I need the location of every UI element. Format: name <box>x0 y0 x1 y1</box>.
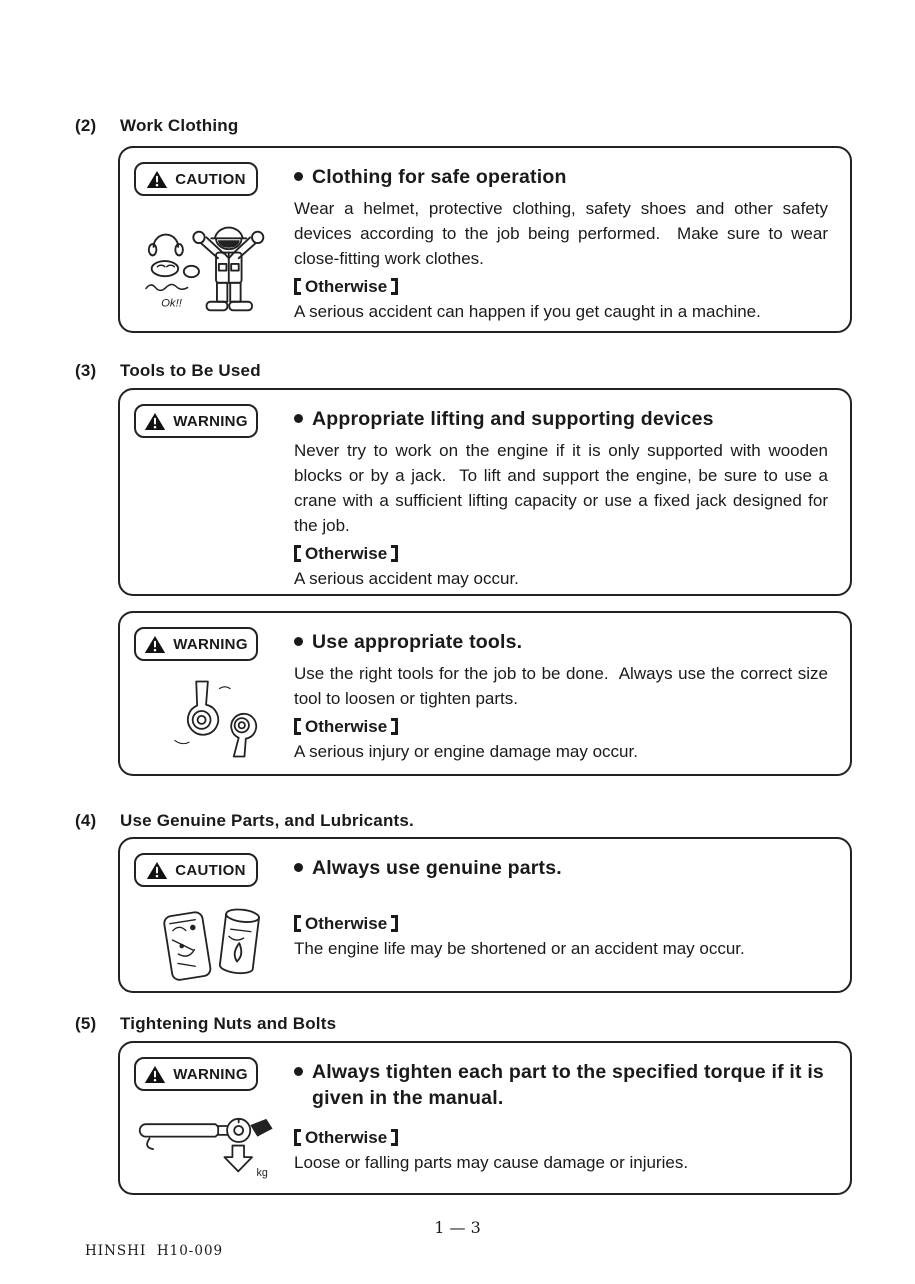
box-left-column <box>134 160 294 324</box>
warning-box-tools <box>118 611 852 776</box>
otherwise-text: A serious injury or engine damage may occur. <box>294 742 638 761</box>
page-number: 1 — 3 <box>434 1218 481 1237</box>
otherwise-text: A serious accident can happen if you get caught in a machine. <box>294 302 761 321</box>
otherwise-text: The engine life may be shortened or an accident may occur. <box>294 939 745 958</box>
otherwise-label-text: Otherwise <box>305 277 388 296</box>
wrenches-illustration <box>156 669 294 769</box>
caution-box-genuine-parts <box>118 837 852 993</box>
right-bracket <box>391 915 398 932</box>
box-heading-text: Clothing for safe operation <box>312 166 567 188</box>
section-title: Tightening Nuts and Bolts <box>120 1014 337 1033</box>
section-heading-work-clothing <box>75 115 915 137</box>
box-content <box>294 625 833 769</box>
parts-oil-illustration <box>150 899 294 991</box>
warning-triangle-icon <box>144 635 166 654</box>
bullet-icon <box>294 1067 303 1076</box>
otherwise-label <box>294 911 828 936</box>
warning-triangle-icon <box>146 170 168 189</box>
box-heading <box>294 855 828 881</box>
badge-label: WARNING <box>173 412 248 430</box>
box-heading <box>294 1059 828 1111</box>
warning-triangle-icon <box>144 412 166 431</box>
box-body-text: Wear a helmet, protective clothing, safety shoes and other safety devices according to the job being performed. Make sure to wear close-fitting work clothes. <box>294 199 833 268</box>
box-content <box>294 1055 828 1185</box>
left-bracket <box>294 278 301 295</box>
section-title: Tools to Be Used <box>120 361 261 380</box>
section-title: Use Genuine Parts, and Lubricants. <box>120 811 414 830</box>
badge-label: CAUTION <box>175 170 246 188</box>
box-content <box>294 402 833 591</box>
bullet-icon <box>294 172 303 181</box>
caution-badge <box>134 162 258 196</box>
box-heading <box>294 406 828 432</box>
caution-box-clothing <box>118 146 852 333</box>
bullet-icon <box>294 414 303 423</box>
badge-label: WARNING <box>173 635 248 653</box>
box-content <box>294 851 828 991</box>
otherwise-label-text: Otherwise <box>305 914 388 933</box>
box-left-column <box>134 1055 294 1185</box>
otherwise-label <box>294 714 828 739</box>
section-heading-tightening <box>75 1013 915 1035</box>
section-number: (5) <box>75 1014 97 1033</box>
box-left-column <box>134 625 294 769</box>
otherwise-label-text: Otherwise <box>305 717 388 736</box>
section-heading-tools <box>75 360 915 382</box>
box-heading-text: Use appropriate tools. <box>312 631 523 653</box>
section-heading-genuine-parts <box>75 810 915 832</box>
right-bracket <box>391 545 398 562</box>
otherwise-label <box>294 1125 828 1150</box>
right-bracket <box>391 1129 398 1146</box>
box-heading <box>294 164 828 190</box>
otherwise-text: A serious accident may occur. <box>294 569 519 588</box>
box-body-text: Use the right tools for the job to be done. Always use the correct size tool to loosen or tighten parts. <box>294 664 833 708</box>
badge-label: CAUTION <box>175 861 246 879</box>
bullet-icon <box>294 637 303 646</box>
right-bracket <box>391 718 398 735</box>
warning-badge <box>134 1057 258 1091</box>
box-heading <box>294 629 828 655</box>
otherwise-label-text: Otherwise <box>305 1128 388 1147</box>
box-heading-text: Appropriate lifting and supporting devices <box>312 408 714 430</box>
illustration-caption: kg <box>256 1166 268 1179</box>
section-number: (3) <box>75 361 97 380</box>
section-number: (2) <box>75 116 97 135</box>
warning-triangle-icon <box>146 861 168 880</box>
box-heading-text: Always use genuine parts. <box>312 857 562 879</box>
worker-illustration <box>134 209 294 315</box>
warning-badge <box>134 627 258 661</box>
doc-code: HINSHI H10-009 <box>85 1243 224 1259</box>
otherwise-label-text: Otherwise <box>305 544 388 563</box>
warning-box-lifting <box>118 388 852 596</box>
badge-label: WARNING <box>173 1065 248 1083</box>
torque-wrench-illustration <box>134 1101 294 1183</box>
otherwise-label <box>294 274 828 299</box>
box-left-column <box>134 851 294 991</box>
illustration-caption: Ok!! <box>161 297 182 310</box>
bullet-icon <box>294 863 303 872</box>
box-content <box>294 160 833 324</box>
otherwise-text: Loose or falling parts may cause damage or injuries. <box>294 1153 689 1172</box>
caution-badge <box>134 853 258 887</box>
left-bracket <box>294 915 301 932</box>
warning-badge <box>134 404 258 438</box>
right-bracket <box>391 278 398 295</box>
left-bracket <box>294 718 301 735</box>
section-title: Work Clothing <box>120 116 239 135</box>
warning-box-torque <box>118 1041 852 1195</box>
section-number: (4) <box>75 811 97 830</box>
left-bracket <box>294 545 301 562</box>
box-left-column <box>134 402 294 591</box>
box-heading-text: Always tighten each part to the specified torque if it is given in the manual. <box>312 1061 824 1109</box>
box-body-text: Never try to work on the engine if it is only supported with wooden blocks or by a jack. To lift and support the engine, be sure to use a crane with a sufficient lifting capacity or use a fixed jack designed for the job. <box>294 441 833 535</box>
otherwise-label <box>294 541 828 566</box>
warning-triangle-icon <box>144 1065 166 1084</box>
